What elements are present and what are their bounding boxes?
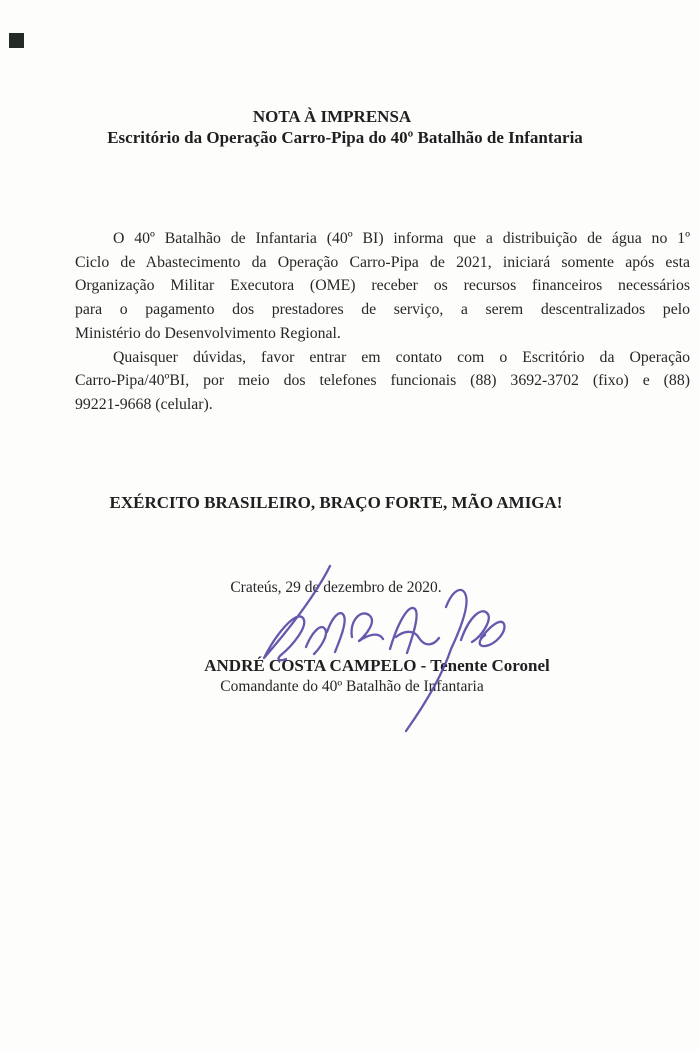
paragraph1-line3: Organização Militar Executora (OME) receber os recursos financeiros necessários [75,277,690,295]
document-subtitle: Escritório da Operação Carro-Pipa do 40º Batalhão de Infantaria [107,127,583,147]
slogan-line: EXÉRCITO BRASILEIRO, BRAÇO FORTE, MÃO AMIGA! [109,493,563,512]
paragraph1-line1: O 40º Batalhão de Infantaria (40º BI) informa que a distribuição de água no 1º [113,230,690,247]
date-line: Crateús, 29 de dezembro de 2020. [230,579,442,596]
paragraph1-line4: para o pagamento dos prestadores de serviço, a serem descentralizados pelo [75,301,690,319]
paragraph1-line2: Ciclo de Abastecimento da Operação Carro-Pipa de 2021, iniciará somente após esta [75,253,690,271]
document-title: NOTA À IMPRENSA [252,107,412,126]
paragraph1-line5: Ministério do Desenvolvimento Regional. [75,324,341,342]
signer-role-line: Comandante do 40º Batalhão de Infantaria [220,678,484,695]
body-text [75,227,690,417]
paragraph2-line2: Carro-Pipa/40ºBI, por meio dos telefones funcionais (88) 3692-3702 (fixo) e (88) [75,372,690,390]
scan-artifact-square [9,33,24,48]
signer-name-line: ANDRÉ COSTA CAMPELO - Tenente Coronel [204,656,550,675]
paragraph2-line3: 99221-9668 (celular). [75,395,213,413]
document-header [0,107,690,148]
paragraph2-line1: Quaisquer dúvidas, favor entrar em contato com o Escritório da Operação [113,348,690,366]
